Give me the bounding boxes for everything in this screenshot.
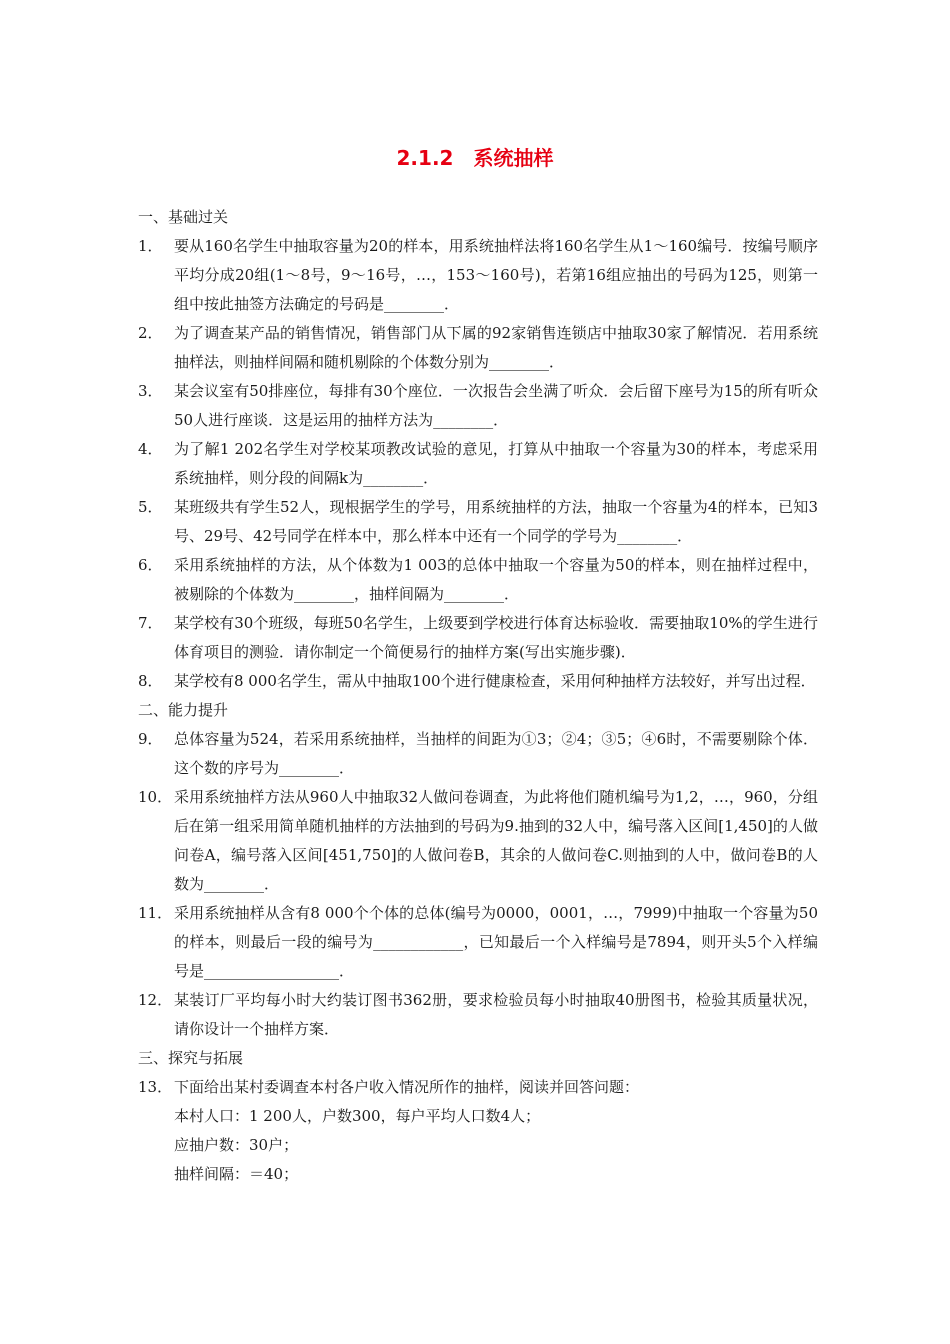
question-text: 某班级共有学生52人，现根据学生的学号，用系统抽样的方法，抽取一个容量为4的样本，已知3号、29号、42号同学在样本中，那么样本中还有一个同学的学号为________． [174, 498, 818, 545]
question-text: 某学校有8 000名学生，需从中抽取100个进行健康检查，采用何种抽样方法较好，并写出过程． [174, 672, 816, 690]
question-text: 要从160名学生中抽取容量为20的样本，用系统抽样法将160名学生从1～160编号．按编号顺序平均分成20组(1～8号，9～16号，…，153～160号)，若第16组应抽出的号码为125，则第一组中按此抽签方法确定的号码是________． [174, 237, 818, 313]
question-number: 12． [138, 991, 173, 1009]
question-number: 8． [138, 672, 163, 690]
question-text: 采用系统抽样方法从960人中抽取32人做问卷调查，为此将他们随机编号为1,2，…，960，分组后在第一组采用简单随机抽样的方法抽到的号码为9.抽到的32人中，编号落入区间[1,450]的人做问卷A，编号落入区间[451,750]的人做问卷B，其余的人做问卷C.则抽到的人中，做问卷B的人数为________． [174, 788, 818, 893]
question-8 [138, 667, 818, 696]
document-body [138, 203, 818, 1189]
question-number: 6． [138, 556, 163, 574]
question-number: 3． [138, 382, 163, 400]
question-number: 5． [138, 498, 163, 516]
question-5 [138, 493, 818, 551]
question-text: 某会议室有50排座位，每排有30个座位．一次报告会坐满了听众．会后留下座号为15的所有听众50人进行座谈．这是运用的抽样方法为________． [174, 382, 818, 429]
question-number: 11． [138, 904, 173, 922]
section-explore [138, 1044, 818, 1189]
question-text: 为了调查某产品的销售情况，销售部门从下属的92家销售连锁店中抽取30家了解情况．若用系统抽样法，则抽样间隔和随机剔除的个体数分别为________． [174, 324, 818, 371]
question-number: 2． [138, 324, 163, 342]
question-13 [138, 1073, 818, 1102]
question-9 [138, 725, 818, 783]
question-1 [138, 232, 818, 319]
question-number: 9． [138, 730, 163, 748]
question-12 [138, 986, 818, 1044]
survey-population-line: 本村人口：1 200人，户数300，每户平均人口数4人； [174, 1107, 541, 1125]
question-text: 总体容量为524，若采用系统抽样，当抽样的间距为①3；②4；③5；④6时，不需要剔除个体．这个数的序号为________． [174, 730, 818, 777]
section-heading: 一、基础过关 [138, 208, 229, 226]
section-heading: 二、能力提升 [138, 701, 229, 719]
question-10 [138, 783, 818, 899]
question-11 [138, 899, 818, 986]
question-number: 10． [138, 788, 173, 806]
question-3 [138, 377, 818, 435]
question-7 [138, 609, 818, 667]
section-basic [138, 203, 818, 696]
question-text: 为了解1 202名学生对学校某项教改试验的意见，打算从中抽取一个容量为30的样本，考虑采用系统抽样，则分段的间隔k为________． [174, 440, 818, 487]
question-text: 下面给出某村委调查本村各户收入情况所作的抽样，阅读并回答问题： [174, 1078, 640, 1096]
question-4 [138, 435, 818, 493]
question-number: 7． [138, 614, 163, 632]
question-text: 某装订厂平均每小时大约装订图书362册，要求检验员每小时抽取40册图书，检验其质量状况，请你设计一个抽样方案． [174, 991, 818, 1038]
survey-interval-line: 抽样间隔：＝40； [174, 1165, 299, 1183]
question-text: 采用系统抽样从含有8 000个个体的总体(编号为0000，0001，…，7999)中抽取一个容量为50的样本，则最后一段的编号为____________，已知最后一个入样编号是7894，则开头5个入样编号是__________________． [174, 904, 818, 980]
question-text: 采用系统抽样的方法，从个体数为1 003的总体中抽取一个容量为50的样本，则在抽样过程中，被剔除的个体数为________，抽样间隔为________． [174, 556, 818, 603]
section-heading: 三、探究与拓展 [138, 1049, 244, 1067]
question-number: 13． [138, 1078, 173, 1096]
question-number: 4． [138, 440, 163, 458]
section-advanced [138, 696, 818, 1044]
question-text: 某学校有30个班级，每班50名学生，上级要到学校进行体育达标验收．需要抽取10%的学生进行体育项目的测验．请你制定一个简便易行的抽样方案(写出实施步骤)． [174, 614, 818, 661]
survey-households-line: 应抽户数：30户； [174, 1136, 299, 1154]
question-number: 1． [138, 237, 163, 255]
question-6 [138, 551, 818, 609]
question-2 [138, 319, 818, 377]
page-title: 2.1.2 系统抽样 [396, 146, 554, 170]
